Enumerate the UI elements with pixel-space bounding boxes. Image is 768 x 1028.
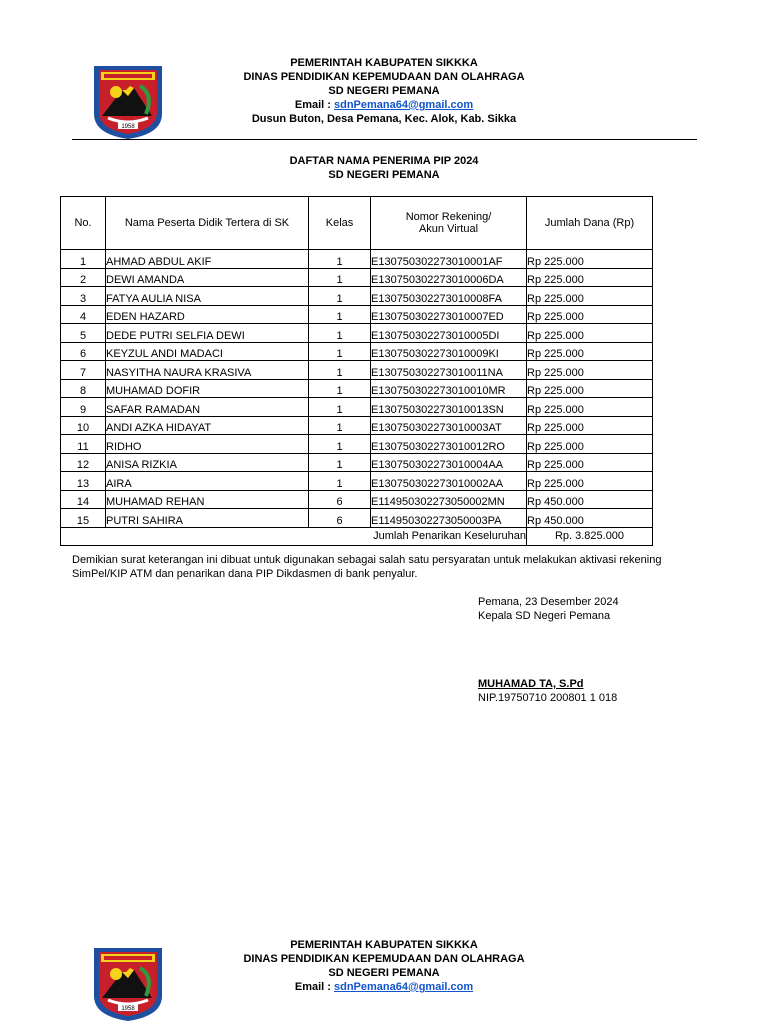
signer-role: Kepala SD Negeri Pemana [478,610,611,622]
row-no: 5 [61,324,106,343]
letterhead-next-page [0,938,768,1028]
row-rekening: E130750302273010001AF [371,250,527,269]
row-name: ANDI AZKA HIDAYAT [106,416,309,435]
row-kelas: 1 [309,453,371,472]
row-name: AIRA [106,472,309,491]
row-no: 6 [61,342,106,361]
address: Dusun Buton, Desa Pemana, Kec. Alok, Kab. Sikka [251,113,517,125]
table-row [61,361,653,380]
row-dana: Rp 225.000 [527,287,653,306]
row-kelas: 1 [309,250,371,269]
row-dana: Rp 225.000 [527,379,653,398]
row-rekening: E130750302273010010MR [371,379,527,398]
row-dana: Rp 225.000 [527,342,653,361]
crest-year: 1958 [121,124,135,130]
table-row [61,435,653,454]
total-value: Rp. 3.825.000 [527,527,653,546]
row-no: 15 [61,509,106,528]
row-kelas: 1 [309,305,371,324]
row-name: NASYITHA NAURA KRASIVA [106,361,309,380]
table-row [61,509,653,528]
row-kelas: 6 [309,509,371,528]
row-kelas: 1 [309,398,371,417]
row-kelas: 1 [309,361,371,380]
table-row [61,379,653,398]
col-header-no: No. [61,197,106,250]
table-row [61,416,653,435]
school-name: SD NEGERI PEMANA [328,85,440,97]
row-kelas: 1 [309,268,371,287]
row-rekening: E114950302273050003PA [371,509,527,528]
table-row [61,453,653,472]
col-header-name: Nama Peserta Didik Tertera di SK [106,197,309,250]
row-kelas: 1 [309,342,371,361]
col-header-kelas: Kelas [309,197,371,250]
row-rekening: E130750302273010011NA [371,361,527,380]
row-no: 1 [61,250,106,269]
table-row [61,398,653,417]
row-no: 13 [61,472,106,491]
gov-name: PEMERINTAH KABUPATEN SIKKKA [290,939,478,951]
email-link[interactable]: sdnPemana64@gmail.com [334,981,474,993]
header-divider [72,139,697,140]
row-rekening: E130750302273010009KI [371,342,527,361]
row-rekening: E130750302273010007ED [371,305,527,324]
row-kelas: 6 [309,490,371,509]
signer-nip: NIP.19750710 200801 1 018 [478,692,618,704]
row-no: 2 [61,268,106,287]
row-kelas: 1 [309,324,371,343]
row-no: 9 [61,398,106,417]
row-dana: Rp 225.000 [527,416,653,435]
table-row [61,490,653,509]
row-name: KEYZUL ANDI MADACI [106,342,309,361]
total-row [61,527,653,546]
row-rekening: E130750302273010002AA [371,472,527,491]
email-line [0,980,768,994]
row-no: 8 [61,379,106,398]
place-date: Pemana, 23 Desember 2024 [478,596,619,608]
row-name: AHMAD ABDUL AKIF [106,250,309,269]
row-kelas: 1 [309,472,371,491]
row-dana: Rp 450.000 [527,509,653,528]
row-rekening: E130750302273010008FA [371,287,527,306]
row-no: 3 [61,287,106,306]
row-no: 11 [61,435,106,454]
subtitle-line: SD NEGERI PEMANA [328,169,440,181]
row-rekening: E130750302273010005DI [371,324,527,343]
table-row [61,472,653,491]
row-name: MUHAMAD DOFIR [106,379,309,398]
row-rekening: E130750302273010013SN [371,398,527,417]
email-line [0,98,768,112]
row-kelas: 1 [309,379,371,398]
closing-paragraph: Demikian surat keterangan ini dibuat untuk digunakan sebagai salah satu persyaratan untuk melakukan aktivasi rekening SimPel/KIP ATM dan penarikan dana PIP Dikdasmen di bank penyalur. [72,554,662,580]
signer-identity [478,677,617,705]
row-name: PUTRI SAHIRA [106,509,309,528]
table-row [61,342,653,361]
row-no: 4 [61,305,106,324]
row-dana: Rp 225.000 [527,361,653,380]
row-rekening: E130750302273010006DA [371,268,527,287]
letterhead-top [0,56,768,146]
row-name: SAFAR RAMADAN [106,398,309,417]
letterhead-text [0,56,768,126]
row-rekening: E130750302273010003AT [371,416,527,435]
agency-name: DINAS PENDIDIKAN KEPEMUDAAN DAN OLAHRAGA [243,953,525,965]
row-name: MUHAMAD REHAN [106,490,309,509]
row-kelas: 1 [309,416,371,435]
row-dana: Rp 225.000 [527,472,653,491]
row-dana: Rp 225.000 [527,250,653,269]
rek-header-line2: Akun Virtual [418,223,479,235]
gov-name: PEMERINTAH KABUPATEN SIKKKA [290,57,478,69]
table-row [61,324,653,343]
col-header-dana: Jumlah Dana (Rp) [527,197,653,250]
row-dana: Rp 225.000 [527,453,653,472]
row-no: 10 [61,416,106,435]
email-link[interactable]: sdnPemana64@gmail.com [334,99,474,111]
total-label: Jumlah Penarikan Keseluruhan [61,527,527,546]
row-name: DEDE PUTRI SELFIA DEWI [106,324,309,343]
row-name: ANISA RIZKIA [106,453,309,472]
row-dana: Rp 225.000 [527,398,653,417]
row-name: DEWI AMANDA [106,268,309,287]
rek-header-line1: Nomor Rekening/ [405,211,492,223]
row-kelas: 1 [309,287,371,306]
row-no: 14 [61,490,106,509]
title-line: DAFTAR NAMA PENERIMA PIP 2024 [289,155,479,167]
signature-block [478,595,619,623]
row-rekening: E130750302273010012RO [371,435,527,454]
agency-name: DINAS PENDIDIKAN KEPEMUDAAN DAN OLAHRAGA [243,71,525,83]
table-row [61,268,653,287]
email-label: Email : [294,981,334,993]
crest-year: 1958 [121,1006,135,1012]
table-row [61,250,653,269]
recipients-table [60,196,653,546]
email-label: Email : [294,99,334,111]
row-name: RIDHO [106,435,309,454]
row-name: EDEN HAZARD [106,305,309,324]
row-rekening: E130750302273010004AA [371,453,527,472]
row-kelas: 1 [309,435,371,454]
col-header-rekening [371,197,527,250]
row-dana: Rp 225.000 [527,305,653,324]
row-dana: Rp 225.000 [527,324,653,343]
row-dana: Rp 450.000 [527,490,653,509]
signer-name: MUHAMAD TA, S.Pd [478,678,584,690]
row-no: 7 [61,361,106,380]
document-title [0,154,768,182]
table-row [61,305,653,324]
letterhead-text [0,938,768,994]
row-dana: Rp 225.000 [527,268,653,287]
table-header-row [61,197,653,250]
row-no: 12 [61,453,106,472]
table-row [61,287,653,306]
row-dana: Rp 225.000 [527,435,653,454]
school-name: SD NEGERI PEMANA [328,967,440,979]
row-rekening: E114950302273050002MN [371,490,527,509]
row-name: FATYA AULIA NISA [106,287,309,306]
